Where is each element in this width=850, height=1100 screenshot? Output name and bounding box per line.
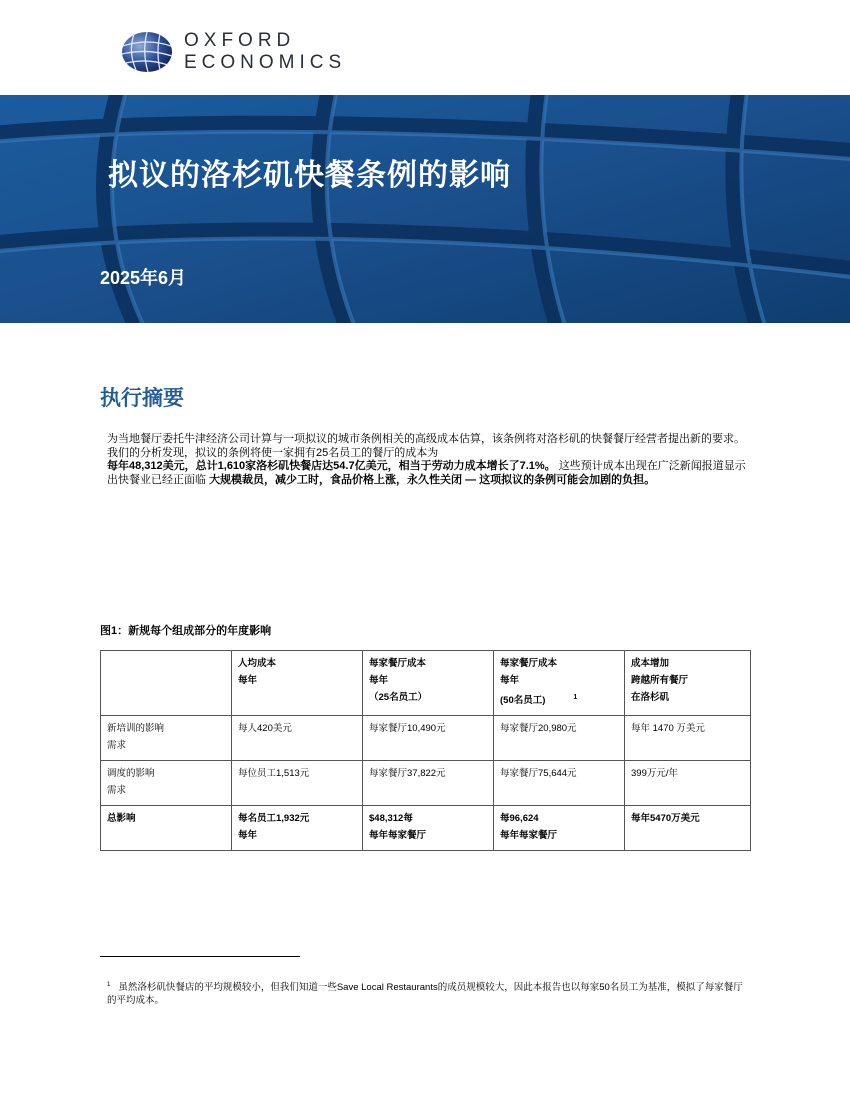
footnote-ref: 1 (573, 694, 578, 701)
table-cell: 每96,624 每年每家餐厅 (494, 806, 625, 851)
page-title: 拟议的洛杉矶快餐条例的影响 (108, 159, 511, 192)
summary-bold-1: 每年48,312美元，总计1,610家洛杉矶快餐店达54.7亿美元，相当于劳动力成本增长了7.1%。 (107, 460, 556, 472)
header-cell: 每家餐厅成本 每年 （25名员工） (363, 651, 494, 716)
logo-line-1: OXFORD (184, 30, 296, 51)
oxford-economics-logo (120, 30, 346, 74)
summary-text-2: 这些预计成本出现在广泛新闻报道显示出快餐业已经正面临 (107, 460, 746, 486)
footnote-number: 1 (107, 982, 111, 988)
table-cell: 每年 1470 万美元 (625, 716, 751, 761)
table-row (101, 761, 751, 806)
impact-table (100, 650, 751, 851)
table-cell: 每名员工1,932元 每年 (232, 806, 363, 851)
footnote-text: 虽然洛杉矶快餐店的平均规模较小，但我们知道一些Save Local Restaurants的成员规模较大，因此本报告也以每家50名员工为基准，模拟了每家餐厅的平均成本。 (107, 982, 743, 1006)
table-cell: 每家餐厅10,490元 (363, 716, 494, 761)
table-row-total (101, 806, 751, 851)
table-cell: 每人420美元 (232, 716, 363, 761)
footnote (107, 979, 747, 1007)
header-cell: 每家餐厅成本 每年 (50名员工) $^1$ (494, 651, 625, 716)
table-cell: 每位员工1,513元 (232, 761, 363, 806)
figure-title: 图1：新规每个组成部分的年度影响 (100, 625, 272, 637)
publication-date: 2025年6月 (100, 268, 187, 288)
section-heading-executive-summary: 执行摘要 (100, 387, 184, 410)
table-cell: 每家餐厅37,822元 (363, 761, 494, 806)
footnote-divider (100, 956, 300, 957)
table-cell: 每年5470万美元 (625, 806, 751, 851)
table-cell: 总影响 (101, 806, 232, 851)
globe-icon (120, 30, 174, 74)
header-cell (101, 651, 232, 716)
table-row (101, 716, 751, 761)
table-cell: 每家餐厅20,980元 (494, 716, 625, 761)
table-cell: $48,312每 每年每家餐厅 (363, 806, 494, 851)
table-cell: 每家餐厅75,644元 (494, 761, 625, 806)
header-cell: 人均成本 每年 (232, 651, 363, 716)
summary-bold-2: 大规模裁员，减少工时，食品价格上涨，永久性关闭 — 这项拟议的条例可能会加剧的负担。 (209, 473, 656, 486)
executive-summary-paragraph (107, 433, 747, 487)
logo-line-2: ECONOMICS (184, 52, 347, 73)
table-cell: 399万元/年 (625, 761, 751, 806)
summary-text-1: 为当地餐厅委托牛津经济公司计算与一项拟议的城市条例相关的高级成本估算，该条例将对洛杉矶的快餐餐厅经营者提出新的要求。我们的分析发现，拟议的条例将使一家拥有25名员工的餐厅的成本为 (107, 433, 745, 459)
table-cell: 新培训的影响 需求 (101, 716, 232, 761)
table-header-row (101, 651, 751, 716)
header-cell: 成本增加 跨越所有餐厅 在洛杉矶 (625, 651, 751, 716)
table-cell: 调度的影响 需求 (101, 761, 232, 806)
